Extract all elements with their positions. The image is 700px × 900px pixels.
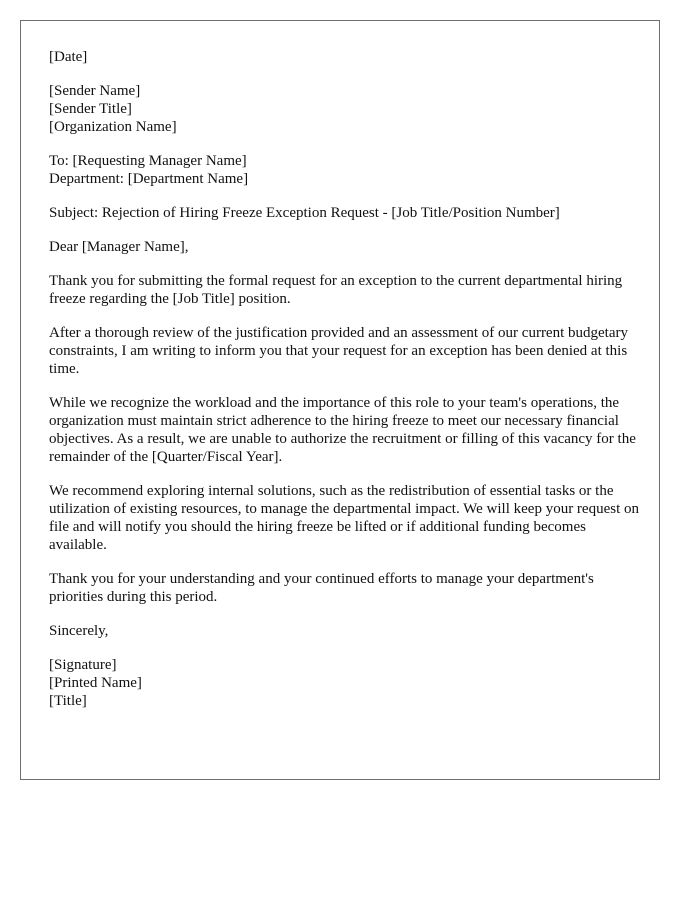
salutation-block	[49, 238, 639, 256]
subject-block	[49, 204, 639, 222]
recipient-department: Department: [Department Name]	[49, 171, 249, 187]
printed-name: [Printed Name]	[49, 675, 142, 691]
sender-title: [Sender Title]	[49, 101, 132, 117]
date-block	[49, 48, 639, 66]
body-paragraph-1: Thank you for submitting the formal request for an exception to the current departmental hiring freeze regarding the [Job Title] position.	[49, 273, 623, 307]
body-paragraph-4: We recommend exploring internal solutions, such as the redistribution of essential tasks or the utilization of existing resources, to manage the departmental impact. We will keep your request on file and will notify you should the hiring freeze be lifted or if additional funding becomes available.	[49, 483, 640, 553]
body-paragraph-2: After a thorough review of the justification provided and an assessment of our current budgetary constraints, I am writing to inform you that your request for an exception has been denied at this time.	[49, 325, 628, 377]
sender-name: [Sender Name]	[49, 83, 141, 99]
subject-line: Subject: Rejection of Hiring Freeze Exception Request - [Job Title/Position Number]	[49, 205, 560, 221]
recipient-block	[49, 152, 639, 188]
sender-block	[49, 82, 639, 136]
body-paragraph-5: Thank you for your understanding and your continued efforts to manage your department's priorities during this period.	[49, 571, 594, 605]
recipient-to: To: [Requesting Manager Name]	[49, 153, 247, 169]
closing: Sincerely,	[49, 623, 109, 639]
letter-page	[20, 20, 660, 780]
signature-block	[49, 656, 639, 710]
closing-block	[49, 622, 639, 640]
organization-name: [Organization Name]	[49, 119, 177, 135]
date-line: [Date]	[49, 49, 88, 65]
signer-title: [Title]	[49, 693, 87, 709]
body-paragraph-3: While we recognize the workload and the importance of this role to your team's operations, the organization must maintain strict adherence to the hiring freeze to meet our necessary financial objectives. As a result, we are unable to authorize the recruitment or filling of this vacancy for the remainder of the [Quarter/Fiscal Year].	[49, 395, 636, 465]
salutation: Dear [Manager Name],	[49, 239, 189, 255]
signature-placeholder: [Signature]	[49, 657, 117, 673]
letter-content	[49, 48, 639, 726]
